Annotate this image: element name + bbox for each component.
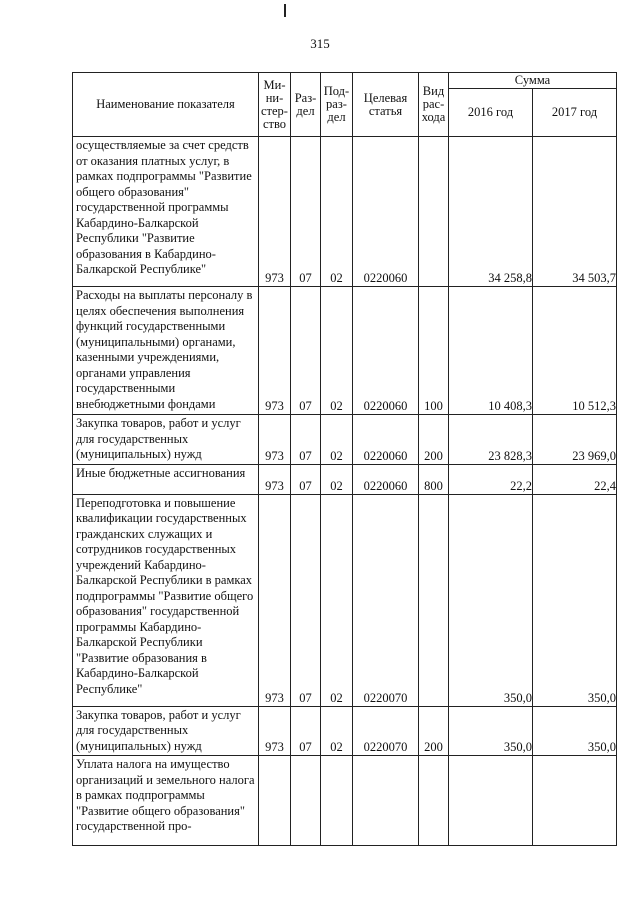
subsection-code: 02 [321, 287, 353, 415]
target-article: 0220060 [353, 137, 419, 287]
section-code: 07 [291, 415, 321, 465]
header-sum: Сумма [449, 73, 617, 89]
target-article: 0220060 [353, 464, 419, 494]
amount-2016: 22,2 [449, 464, 533, 494]
subsection-code: 02 [321, 137, 353, 287]
section-code: 07 [291, 706, 321, 756]
ministry-code: 973 [259, 464, 291, 494]
amount-2016: 23 828,3 [449, 415, 533, 465]
table-row [73, 137, 617, 287]
ministry-code: 973 [259, 494, 291, 706]
expense-type: 200 [419, 706, 449, 756]
row-name: осуществляемые за счет средств от оказания платных услуг, в рамках подпрограммы "Развитие общего образования" государственной программы Кабардино-Балкарской Республики "Развитие образования в Кабардино-Балкарской Республике" [73, 137, 259, 287]
expense-type [419, 756, 449, 846]
header-exp-type: Вид рас- хода [419, 73, 449, 137]
amount-2017: 350,0 [533, 706, 617, 756]
ministry-code: 973 [259, 137, 291, 287]
section-code: 07 [291, 287, 321, 415]
ministry-code: 973 [259, 287, 291, 415]
table-row [73, 756, 617, 846]
table-row [73, 464, 617, 494]
row-name: Уплата налога на имущество организаций и земельного налога в рамках подпрограммы "Развитие общего образования" государственной про- [73, 756, 259, 846]
amount-2017: 34 503,7 [533, 137, 617, 287]
expense-type: 100 [419, 287, 449, 415]
target-article [353, 756, 419, 846]
target-article: 0220070 [353, 706, 419, 756]
row-name: Переподготовка и повышение квалификации государственных гражданских служащих и сотрудников государственных учреждений Кабардино-Балкарской Республики в рамках подпрограммы "Развитие общего образования" государственной программы Кабардино-Балкарской Республики "Развитие образования в Кабардино-Балкарской Республике" [73, 494, 259, 706]
amount-2017: 23 969,0 [533, 415, 617, 465]
expense-type: 800 [419, 464, 449, 494]
section-code: 07 [291, 494, 321, 706]
amount-2016: 350,0 [449, 494, 533, 706]
header-name: Наименование показателя [73, 73, 259, 137]
header-subsection: Под- раз- дел [321, 73, 353, 137]
table-row [73, 494, 617, 706]
target-article: 0220060 [353, 287, 419, 415]
subsection-code: 02 [321, 415, 353, 465]
top-pen-mark [284, 4, 286, 17]
budget-table [72, 72, 617, 846]
row-name: Расходы на выплаты персоналу в целях обеспечения выполнения функций государственными (муниципальными) органами, казенными учреждениями, органами управления государственными внебюджетными фондами [73, 287, 259, 415]
target-article: 0220070 [353, 494, 419, 706]
amount-2016: 350,0 [449, 706, 533, 756]
header-target: Целевая статья [353, 73, 419, 137]
table-row [73, 287, 617, 415]
ministry-code: 973 [259, 415, 291, 465]
table-row [73, 415, 617, 465]
amount-2016: 10 408,3 [449, 287, 533, 415]
subsection-code: 02 [321, 464, 353, 494]
ministry-code: 973 [259, 706, 291, 756]
amount-2017: 22,4 [533, 464, 617, 494]
row-name: Иные бюджетные ассигнования [73, 464, 259, 494]
section-code: 07 [291, 137, 321, 287]
amount-2016 [449, 756, 533, 846]
page-number: 315 [310, 36, 330, 51]
subsection-code: 02 [321, 494, 353, 706]
row-name: Закупка товаров, работ и услуг для государственных (муниципальных) нужд [73, 706, 259, 756]
header-year-2016: 2016 год [449, 89, 533, 137]
amount-2016: 34 258,8 [449, 137, 533, 287]
expense-type [419, 137, 449, 287]
subsection-code: 02 [321, 706, 353, 756]
target-article: 0220060 [353, 415, 419, 465]
header-year-2017: 2017 год [533, 89, 617, 137]
table-row [73, 706, 617, 756]
expense-type [419, 494, 449, 706]
header-ministry: Ми- ни- стер- ство [259, 73, 291, 137]
amount-2017: 10 512,3 [533, 287, 617, 415]
expense-type: 200 [419, 415, 449, 465]
ministry-code [259, 756, 291, 846]
amount-2017: 350,0 [533, 494, 617, 706]
row-name: Закупка товаров, работ и услуг для государственных (муниципальных) нужд [73, 415, 259, 465]
subsection-code [321, 756, 353, 846]
section-code: 07 [291, 464, 321, 494]
section-code [291, 756, 321, 846]
header-section: Раз- дел [291, 73, 321, 137]
amount-2017 [533, 756, 617, 846]
